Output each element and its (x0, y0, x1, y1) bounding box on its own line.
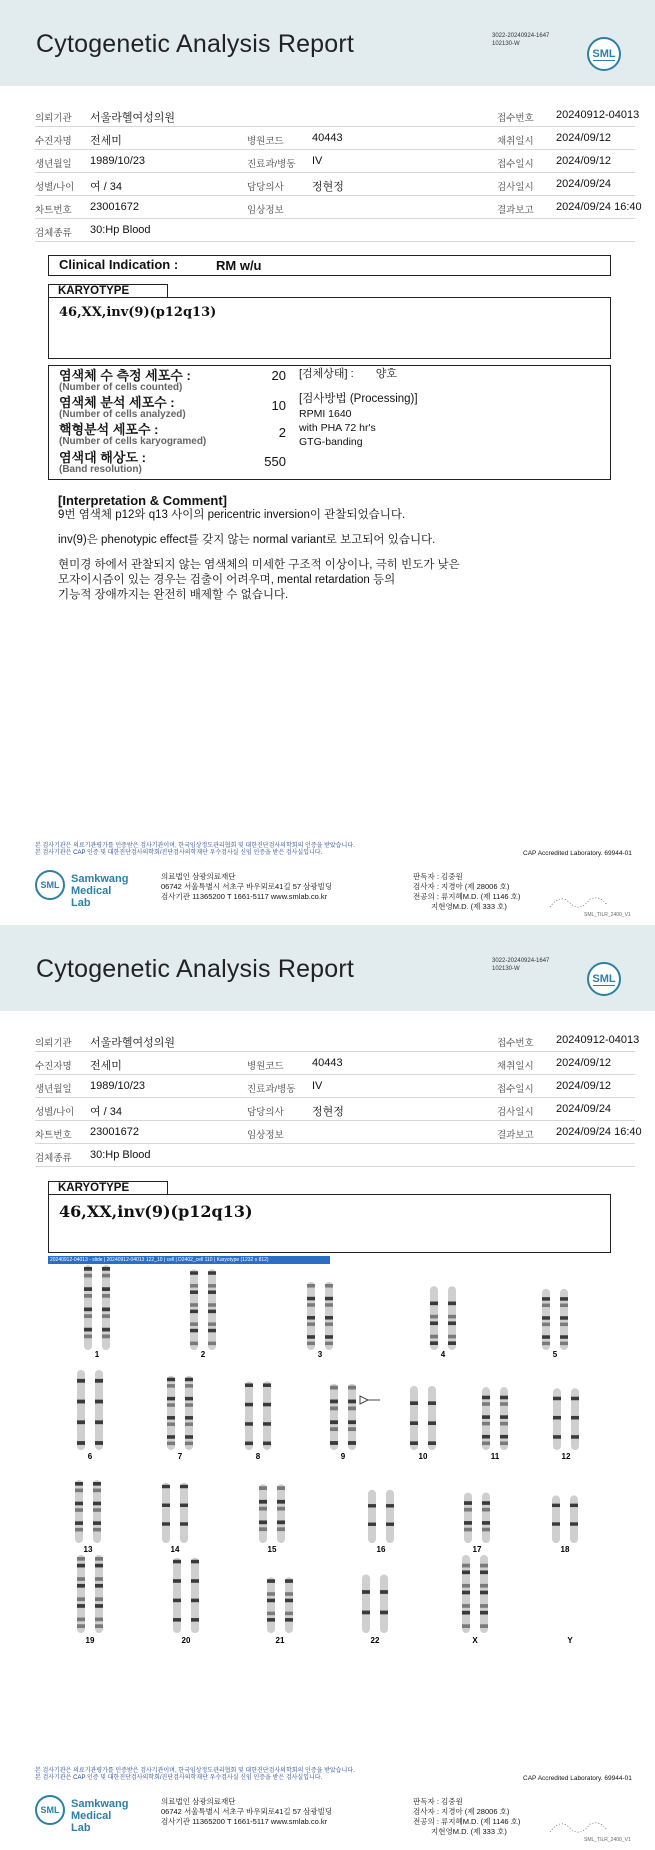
cap-accreditation: CAP Accredited Laboratory. 69944-01 (523, 850, 632, 857)
signatures: 판독자 : 김중원 검사자 : 지경아 (제 28006 호) 전공의 : 류지혜M.D. (제 1146 호) 지현영M.D. (제 333 호) (413, 1797, 521, 1836)
lab-address: 의료법인 삼광의료재단 06742 서울특별시 서초구 바우뫼로41길 57 삼광빌딩 검사기관 11365200 T 1661-5117 www.smlab.co.kr (161, 1797, 333, 1826)
chromosome (277, 1484, 285, 1543)
karyogram-label: 16 (376, 1545, 386, 1554)
chromosome (307, 1282, 315, 1350)
karyogram-caption: 20240912-04013 - slide | 20240912-04013 122_10 | cell | D2402_cell 110 | Karyotype (1232 x 812) (48, 1256, 330, 1264)
accreditation-note: 본 검사기관은 의료기관평가를 인증받은 검사기관이며, 한국임상정도관리협회 및 대한진단검사의학회의 인증을 받았습니다. 본 검사기관은 CAP 인증 및 대한진단검사의학회/진단검사의학재단 우수검사실 신임 인증을 받은 검사실입니다. (35, 1768, 355, 1781)
chromosome (267, 1577, 275, 1633)
info-row: 검체종류 30:Hp Blood (35, 219, 635, 242)
info-row: 수진자명 전세미 병원코드 40443 채취일시 2024/09/12 (35, 1052, 635, 1075)
clinical-indication: Clinical Indication : RM w/u (48, 255, 611, 276)
lab-name: Samkwang Medical Lab (71, 1798, 129, 1834)
chromosome (180, 1483, 188, 1543)
karyogram-label: 5 (552, 1350, 558, 1359)
specimen: 30:Hp Blood (90, 224, 151, 236)
info-row: 차트번호 23001672 임상정보 결과보고 2024/09/24 16:40 (35, 196, 635, 219)
collection-date: 2024/09/12 (556, 132, 612, 144)
document-id: 3022-20240924-1647 102130-W (492, 33, 550, 47)
inversion-arrow-icon (360, 1396, 380, 1404)
chromosome (482, 1387, 490, 1450)
chromosome (84, 1265, 92, 1350)
document-id: 3022-20240924-1647 102130-W (492, 958, 550, 972)
karyogram-label: 18 (560, 1545, 570, 1554)
chromosome (190, 1269, 198, 1350)
karyogram-label: 1 (94, 1350, 100, 1359)
sml-footer-logo: SML (35, 1795, 65, 1825)
doctor: 정현정 (312, 181, 344, 193)
chromosome (173, 1558, 181, 1633)
karyogram-label: 2 (200, 1350, 206, 1359)
cells-counted: 20 (271, 368, 286, 383)
chromosome (348, 1384, 356, 1450)
form-code: SML_TILR_2400_V1 (584, 912, 631, 918)
chromosome (464, 1493, 472, 1543)
chromosome (380, 1575, 388, 1634)
karyogram-label: 17 (472, 1545, 482, 1554)
report-title: Cytogenetic Analysis Report (36, 955, 355, 983)
info-row: 검체종류 30:Hp Blood (35, 1144, 635, 1167)
chromosome (185, 1376, 193, 1450)
sml-logo: SML (587, 962, 621, 996)
chromosome (208, 1269, 216, 1350)
chromosome (571, 1388, 579, 1450)
karyogram-label: 8 (255, 1452, 261, 1461)
chromosome (448, 1286, 456, 1350)
info-row: 생년월일 1989/10/23 진료과/병동 IV 접수일시 2024/09/12 (35, 150, 635, 173)
report-page-2 (0, 925, 655, 1850)
form-code: SML_TILR_2400_V1 (584, 1837, 631, 1843)
cap-accreditation: CAP Accredited Laboratory. 69944-01 (523, 1775, 632, 1782)
karyogram-label: 7 (177, 1452, 183, 1461)
sex-age: 여 / 34 (90, 181, 123, 193)
report-header (0, 0, 655, 86)
chromosome (386, 1490, 394, 1543)
info-row: 성별/나이 여 / 34 담당의사 정현정 검사일시 2024/09/24 (35, 1098, 635, 1121)
chromosome (93, 1480, 101, 1543)
karyogram-label: 22 (370, 1636, 380, 1645)
department: IV (312, 155, 323, 167)
chromosome (553, 1388, 561, 1450)
chromosome (410, 1386, 418, 1450)
karyogram-label: 21 (275, 1636, 285, 1645)
karyogram-label: 15 (267, 1545, 277, 1554)
karyogram-label: X (472, 1636, 478, 1645)
chromosome (362, 1575, 370, 1634)
patient-name: 전세미 (90, 135, 122, 147)
karyotype-result: 46,XX,inv(9)(p12q13) (48, 1194, 611, 1253)
chromosome (428, 1386, 436, 1450)
signatures: 판독자 : 김중원 검사자 : 지경아 (제 28006 호) 전공의 : 류지혜M.D. (제 1146 호) 지현영M.D. (제 333 호) (413, 872, 521, 911)
hospital-code: 40443 (312, 132, 343, 144)
info-row: 수진자명 전세미 병원코드 40443 채취일시 2024/09/12 (35, 127, 635, 150)
lab-address: 의료법인 삼광의료재단 06742 서울특별시 서초구 바우뫼로41길 57 삼광빌딩 검사기관 11365200 T 1661-5117 www.smlab.co.kr (161, 872, 333, 901)
info-row: 성별/나이 여 / 34 담당의사 정현정 검사일시 2024/09/24 (35, 173, 635, 196)
chromosome (245, 1381, 253, 1450)
chromosome (552, 1495, 560, 1543)
date-of-birth: 1989/10/23 (90, 155, 146, 167)
chromosome (95, 1555, 103, 1633)
chromosome (77, 1555, 85, 1633)
lab-name: Samkwang Medical Lab (71, 873, 129, 909)
cell-count-box: 염색체 수 측정 세포수 : (Number of cells counted) 20 염색체 분석 세포수 : (Number of cells analyzed) 10 핵형분석 세포수 : (Number of cells karyogramed) 2 염색대 해상도 : (Band resolution) 550 [검체상태] : 양호 [검사방법 (Processing)] RPMI 1640 with PHA 72 hr's GTG-banding (48, 365, 611, 480)
cells-analyzed: 10 (271, 398, 286, 413)
chromosome (482, 1493, 490, 1543)
chromosome (285, 1577, 293, 1633)
karyogram-label: 4 (440, 1350, 446, 1359)
karyogram-label: 12 (561, 1452, 571, 1461)
info-row: 생년월일 1989/10/23 진료과/병동 IV 접수일시 2024/09/12 (35, 1075, 635, 1098)
chromosome (570, 1495, 578, 1543)
karyogram-label: 19 (85, 1636, 95, 1645)
info-row: 차트번호 23001672 임상정보 결과보고 2024/09/24 16:40 (35, 1121, 635, 1144)
clinical-indication-value: RM w/u (216, 258, 262, 273)
chromosome (95, 1370, 103, 1450)
sml-footer-logo: SML (35, 870, 65, 900)
chromosome (480, 1555, 488, 1633)
info-row: 의뢰기관 서울라헬여성의원 접수번호 20240912-04013 (35, 104, 635, 127)
karyogram-label: 9 (340, 1452, 346, 1461)
signature-scribble (545, 1810, 615, 1840)
chromosome (191, 1558, 199, 1633)
interpretation-comment: [Interpretation & Comment] 9번 염색체 p12와 q13 사이의 pericentric inversion이 관찰되었습니다. inv(9)은 phenotypic effect를 갖지 않는 normal variant로 보고되어 있습니다. 현미경 하에서 관찰되지 않는 염색체의 미세한 구조적 이상이나, 극히 빈도가 낮은 모자이시즘이 있는 경우는 검출이 어려우며, mental retardation 등의 기능적 장애까지는 완전히 배제할 수 없습니다. (58, 493, 460, 601)
info-row: 의뢰기관 서울라헬여성의원 접수번호 20240912-04013 (35, 1029, 635, 1052)
karyogram-label: 20 (181, 1636, 191, 1645)
karyogram-label: 10 (418, 1452, 428, 1461)
result-date: 2024/09/24 16:40 (556, 201, 642, 213)
accreditation-note: 본 검사기관은 의료기관평가를 인증받은 검사기관이며, 한국임상정도관리협회 및 대한진단검사의학회의 인증을 받았습니다. 본 검사기관은 CAP 인증 및 대한진단검사의학회/진단검사의학재단 우수검사실 신임 인증을 받은 검사실입니다. (35, 843, 355, 856)
karyogram-label: 11 (490, 1452, 500, 1461)
karyogram-label: 3 (317, 1350, 323, 1359)
chart-number: 23001672 (90, 201, 139, 213)
chromosome (325, 1282, 333, 1350)
chromosome (259, 1484, 267, 1543)
institution: 서울라헬여성의원 (90, 112, 176, 124)
specimen-status: 양호 (375, 368, 397, 380)
band-resolution: 550 (264, 454, 286, 469)
chromosome (102, 1265, 110, 1350)
chromosome (560, 1289, 568, 1350)
chromosome (162, 1483, 170, 1543)
karyogram-label: Y (567, 1636, 573, 1645)
chromosome (542, 1289, 550, 1350)
chromosome (75, 1480, 83, 1543)
cells-karyogramed: 2 (278, 425, 286, 440)
sml-logo: SML (587, 37, 621, 71)
test-date: 2024/09/24 (556, 178, 612, 190)
karyogram-label: 13 (83, 1545, 93, 1554)
chromosome (462, 1555, 470, 1633)
chromosome (167, 1376, 175, 1450)
chromosome (77, 1370, 85, 1450)
receipt-number: 20240912-04013 (556, 109, 640, 121)
chromosome (368, 1490, 376, 1543)
received-date: 2024/09/12 (556, 155, 612, 167)
karyogram-label: 14 (170, 1545, 180, 1554)
karyogram-image (0, 925, 655, 1850)
chromosome (430, 1286, 438, 1350)
report-title: Cytogenetic Analysis Report (36, 30, 355, 58)
signature-scribble (545, 885, 615, 915)
chromosome (500, 1387, 508, 1450)
karyogram-label: 6 (87, 1452, 93, 1461)
chromosome (263, 1381, 271, 1450)
karyotype-result: 46,XX,inv(9)(p12q13) (48, 297, 611, 359)
karyotype-tab: KARYOTYPE (48, 1181, 168, 1194)
chromosome (330, 1384, 338, 1450)
karyotype-tab: KARYOTYPE (48, 284, 168, 297)
patient-info-table (35, 104, 642, 242)
